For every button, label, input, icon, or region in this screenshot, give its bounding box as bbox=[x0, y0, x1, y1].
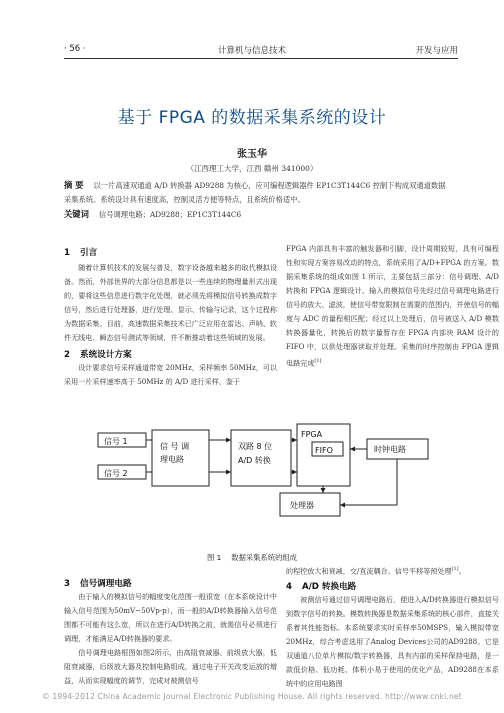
page-number: · 56 · bbox=[64, 44, 86, 54]
section-name: 开发与应用 bbox=[415, 46, 458, 56]
section-adc bbox=[286, 562, 499, 691]
section-heading: 3 信号调理电路 bbox=[64, 579, 132, 589]
article-title: 基于 FPGA 的数据采集系统的设计 bbox=[117, 108, 387, 128]
label-fpga: FPGA bbox=[301, 430, 323, 439]
keywords-label: 关键词 bbox=[64, 209, 89, 219]
abstract-line2: 采集系统。系统设计具有速度高，控制灵活方便等特点，且系统价格适中。 bbox=[64, 195, 305, 204]
abstract-label: 摘 要 bbox=[64, 180, 84, 190]
paragraph: FPGA 内部具有丰富的触发器和引脚，设计周期较短，具有可编程性和实现方案容易改动的特点，系统采用了A/D+FPGA 的方案。数据采集系统的组成如图 1 所示，主要包括三部分：信号调理、A/D 转换和 FPGA 逻辑设计。输入的模拟信号先经过信号调理电路进行信号的放大、滤波，使信号带宽限制在需要的范围内，并使信号的幅度与 ADC 的量程相匹配；经过以上处理后，信号被送入 A/D 模数转换器量化，转换后的数字量暂存在 FPGA 内部块 RAM 设计的 FIFO 中，以供处理器读取并处理。采集的时序控制由 FPGA 逻辑电路完成[1] bbox=[286, 244, 499, 368]
author: 张玉华 bbox=[237, 149, 267, 160]
journal-name: 计算机与信息技术 bbox=[217, 46, 286, 56]
paragraph: 信号调理电路框图如图2所示，由高阻衰减器、前级放大器，低阻衰减器，后级放大器及控制电路组成，通过电子开关改变运放的增益，从而实现幅度的调节，完成对被测信号 bbox=[64, 648, 277, 685]
abstract-line1: 以一片高速双通道 A/D 转换器 AD9288 为核心，应可编程逻辑器件 EP1C3T144C6 控制下构成双通道数据 bbox=[93, 181, 446, 190]
label-signal1: 信号 1 bbox=[104, 437, 128, 446]
section-heading: 2 系统设计方案 bbox=[64, 350, 132, 360]
paragraph: 的程控放大和衰减，交/直流耦合、信号平移等预处理[1]。 bbox=[286, 566, 466, 576]
section-heading: 1 引言 bbox=[64, 248, 98, 258]
label-adc2: A/D 转换 bbox=[238, 456, 271, 465]
paragraph: 被测信号通过信号调理电路后，便进入A/D转换器进行模拟信号到数字信号的转换。模数转换器是数据采集系统的核心部件，直接关系着其性能指标。本系统要求实时采样率50MSPS，输入模拟带宽20MHz，综合考虑选用了Analog Devices公司的AD9288。它是双通道八位单片模拟/数字转换器，具有内部的采样保持电路，是一款低价格、低功耗、体积小易于使用的优化产品，AD9288在本系统中的应用电路图 bbox=[286, 595, 499, 689]
paragraph: 设计要求信号采样通道带宽 20MHz，采样频率 50MHz，可以采用一片采样速率高于 50MHz 的 A/D 进行采样，鉴于 bbox=[64, 363, 277, 386]
label-processor: 处理器 bbox=[290, 501, 314, 510]
paragraph: 随着计算机技术的发展与普及，数字设备越来越多的取代模拟设备。然而，外部世界的大部分信息都是以一些连续的物理量形式出现的，要将这些信息进行数字化处理，就必须先将模拟信号转换成数字信号，然后进行处理器，进行处理、显示、传输与记录，这个过程称为数据采集。目前，高速数据采集技术已广泛应用在雷达、声呐、软件无线电、瞬态信号测试等领域，并不断推动着这些领域的发展。 bbox=[64, 263, 277, 342]
copyright-footer: © 1994-2012 China Academic Journal Electronic Publishing House. All rights reserved. http://www.cnki.net bbox=[42, 692, 462, 701]
figure-caption: 图 1 数据采集系统的组成 bbox=[207, 553, 297, 562]
keywords: 信号调理电路；AD9288；EP1C3T144C6 bbox=[98, 210, 242, 219]
label-conditioning: 信 号 调 bbox=[160, 442, 190, 451]
label-adc: 双路 8 位 bbox=[238, 442, 273, 451]
label-conditioning2: 理电路 bbox=[160, 455, 184, 464]
paragraph: 由于输入的模拟信号的幅度变化范围一般很宽（在本系统设计中输入信号范围为50mV~50Vp-p），而一般的A/D转换器输入信号范围都不可能有这么宽，所以在进行A/D转换之前，就需信号必须进行调理，才能满足A/D转换器的要求。 bbox=[64, 592, 277, 643]
affiliation: （江西理工大学，江西 赣州 341000） bbox=[186, 164, 318, 173]
label-signal2: 信号 2 bbox=[104, 469, 128, 478]
section-conditioning bbox=[64, 577, 277, 688]
label-clock: 时钟电路 bbox=[374, 445, 406, 454]
section-heading: 4 A/D 转换电路 bbox=[286, 582, 357, 593]
label-fifo: FIFO bbox=[315, 446, 333, 455]
